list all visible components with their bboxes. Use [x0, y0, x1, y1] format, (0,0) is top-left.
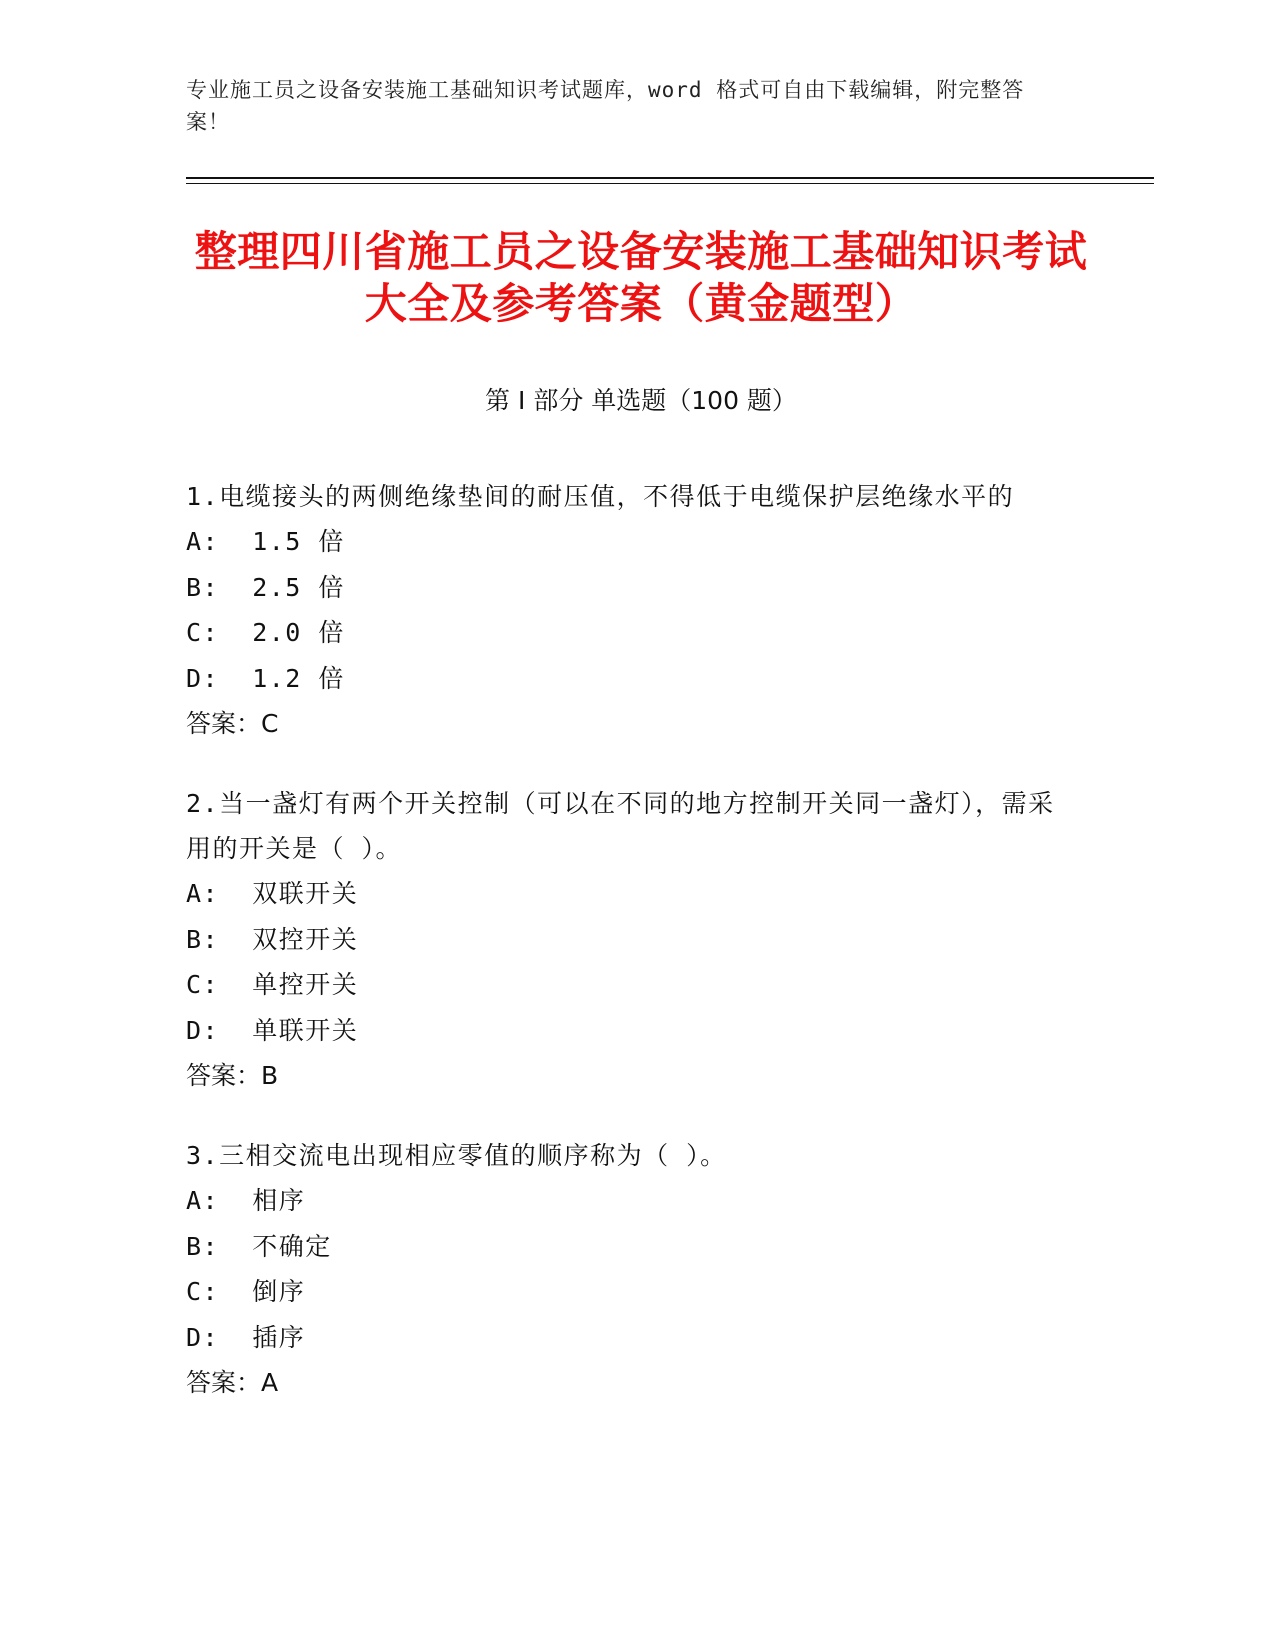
question-stem: 2.当一盏灯有两个开关控制（可以在不同的地方控制开关同一盏灯），需采用的开关是（ ）。 [186, 789, 1055, 863]
option-a: A: 1.5 倍 [186, 527, 345, 556]
document-title: 整理四川省施工员之设备安装施工基础知识考试大全及参考答案（黄金题型） [194, 227, 1088, 328]
question-item [186, 1133, 1066, 1405]
option-a: A: 相序 [186, 1186, 306, 1215]
header-note: 专业施工员之设备安装施工基础知识考试题库，word 格式可自由下载编辑，附完整答案！ [186, 78, 1025, 134]
question-list [186, 474, 1066, 1440]
header-divider-thin [186, 183, 1154, 184]
question-stem: 1.电缆接头的两侧绝缘垫间的耐压值，不得低于电缆保护层绝缘水平的 [186, 482, 1015, 511]
header-divider [186, 177, 1154, 179]
option-b: B: 不确定 [186, 1231, 332, 1261]
option-d: D: 1.2 倍 [186, 663, 345, 693]
option-a: A: 双联开关 [186, 879, 359, 908]
answer-line: 答案：A [186, 1368, 279, 1397]
option-c: C: 单控开关 [186, 970, 359, 999]
section-title: 第 I 部分 单选题（100 题） [485, 386, 797, 415]
answer-line: 答案：B [186, 1061, 279, 1090]
option-c: C: 2.0 倍 [186, 618, 345, 647]
question-item [186, 474, 1066, 746]
option-c: C: 倒序 [186, 1277, 306, 1306]
option-d: D: 插序 [186, 1322, 306, 1352]
answer-line: 答案：C [186, 709, 279, 738]
option-d: D: 单联开关 [186, 1015, 359, 1045]
question-item [186, 781, 1066, 1098]
option-b: B: 2.5 倍 [186, 572, 345, 602]
option-b: B: 双控开关 [186, 924, 359, 954]
question-stem: 3.三相交流电出现相应零值的顺序称为（ ）。 [186, 1141, 727, 1170]
